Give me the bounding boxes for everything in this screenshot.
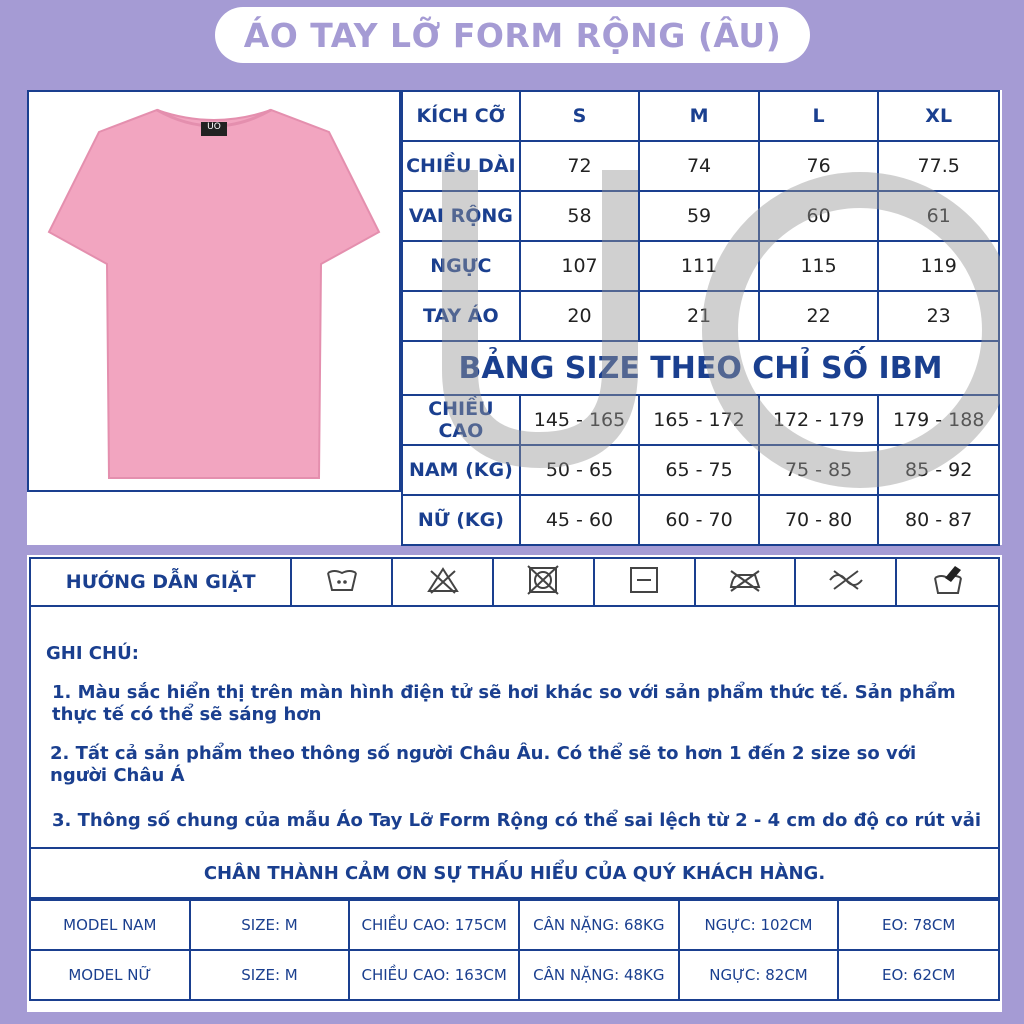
model-height: CHIỀU CAO: 163CM (349, 950, 519, 1000)
size-header-xl: XL (878, 91, 999, 141)
model-chest: NGỰC: 102CM (679, 900, 839, 950)
size-header-m: M (639, 91, 759, 141)
table-row (402, 191, 999, 241)
model-height: CHIỀU CAO: 175CM (349, 900, 519, 950)
brand-tag: UO (207, 122, 221, 132)
pink-tshirt-image (29, 92, 399, 490)
table-row (30, 900, 999, 950)
table-row (402, 445, 999, 495)
size-table (401, 90, 1000, 546)
note-item-1: 1. Màu sắc hiển thị trên màn hình điện tử sẽ hơi khác so với sản phẩm thức tế. Sản phẩm thực tế có thể sẽ sáng hơn (52, 682, 956, 725)
cell-value: 50 - 65 (520, 445, 640, 495)
table-row (402, 395, 999, 445)
thanks-box (29, 849, 1000, 899)
no-bleach-icon (392, 558, 493, 606)
cell-value: 61 (878, 191, 999, 241)
model-weight: CÂN NẶNG: 68KG (519, 900, 679, 950)
table-row (402, 495, 999, 545)
cell-value: 70 - 80 (759, 495, 879, 545)
model-table (29, 899, 1000, 1001)
model-waist: EO: 62CM (838, 950, 999, 1000)
row-label-length: CHIỀU DÀI (402, 141, 520, 191)
table-row (402, 291, 999, 341)
no-dry-clean-icon (795, 558, 896, 606)
row-label-chest: NGỰC (402, 241, 520, 291)
row-label-height: CHIỀU CAO (402, 395, 520, 445)
cell-value: 85 - 92 (878, 445, 999, 495)
row-label-shoulder: VAI RỘNG (402, 191, 520, 241)
cell-value: 111 (639, 241, 759, 291)
model-size: SIZE: M (190, 950, 350, 1000)
thanks-message: CHÂN THÀNH CẢM ƠN SỰ THẤU HIỂU CỦA QUÝ KHÁCH HÀNG. (203, 862, 826, 884)
cell-value: 23 (878, 291, 999, 341)
cell-value: 165 - 172 (639, 395, 759, 445)
model-waist: EO: 78CM (838, 900, 999, 950)
hand-wash-icon (896, 558, 999, 606)
size-header-s: S (520, 91, 640, 141)
cell-value: 65 - 75 (639, 445, 759, 495)
cell-value: 74 (639, 141, 759, 191)
cell-value: 60 (759, 191, 879, 241)
cell-value: 179 - 188 (878, 395, 999, 445)
cell-value: 145 - 165 (520, 395, 640, 445)
model-label: MODEL NỮ (30, 950, 190, 1000)
wash-30-icon (291, 558, 392, 606)
row-label-male-weight: NAM (KG) (402, 445, 520, 495)
table-row (402, 241, 999, 291)
row-label-female-weight: NỮ (KG) (402, 495, 520, 545)
cell-value: 77.5 (878, 141, 999, 191)
size-header-label: KÍCH CỠ (402, 91, 520, 141)
cell-value: 107 (520, 241, 640, 291)
cell-value: 72 (520, 141, 640, 191)
cell-value: 20 (520, 291, 640, 341)
model-chest: NGỰC: 82CM (679, 950, 839, 1000)
notes-heading: GHI CHÚ: (46, 643, 139, 664)
washing-instructions (29, 557, 1000, 607)
ibm-table-title: BẢNG SIZE THEO CHỈ SỐ IBM (402, 341, 999, 395)
title-banner (215, 7, 810, 63)
dry-flat-icon (594, 558, 695, 606)
cell-value: 115 (759, 241, 879, 291)
cell-value: 172 - 179 (759, 395, 879, 445)
washing-label: HƯỚNG DẪN GIẶT (30, 558, 291, 606)
model-label: MODEL NAM (30, 900, 190, 950)
cell-value: 22 (759, 291, 879, 341)
note-item-2: 2. Tất cả sản phẩm theo thông số người Châu Âu. Có thể sẽ to hơn 1 đến 2 size so với người Châu Á (50, 743, 917, 786)
cell-value: 76 (759, 141, 879, 191)
cell-value: 21 (639, 291, 759, 341)
low-iron-icon (695, 558, 796, 606)
cell-value: 60 - 70 (639, 495, 759, 545)
cell-value: 45 - 60 (520, 495, 640, 545)
no-tumble-dry-icon (493, 558, 594, 606)
cell-value: 75 - 85 (759, 445, 879, 495)
table-row (30, 950, 999, 1000)
model-size: SIZE: M (190, 900, 350, 950)
row-label-sleeve: TAY ÁO (402, 291, 520, 341)
cell-value: 119 (878, 241, 999, 291)
size-header-l: L (759, 91, 879, 141)
cell-value: 80 - 87 (878, 495, 999, 545)
page-title: ÁO TAY LỠ FORM RỘNG (ÂU) (243, 15, 782, 55)
model-weight: CÂN NẶNG: 48KG (519, 950, 679, 1000)
note-item-3: 3. Thông số chung của mẫu Áo Tay Lỡ Form Rộng có thể sai lệch từ 2 - 4 cm do độ co rút vải (52, 810, 982, 831)
table-row (402, 141, 999, 191)
cell-value: 59 (639, 191, 759, 241)
shirt-image-box (27, 90, 401, 492)
cell-value: 58 (520, 191, 640, 241)
